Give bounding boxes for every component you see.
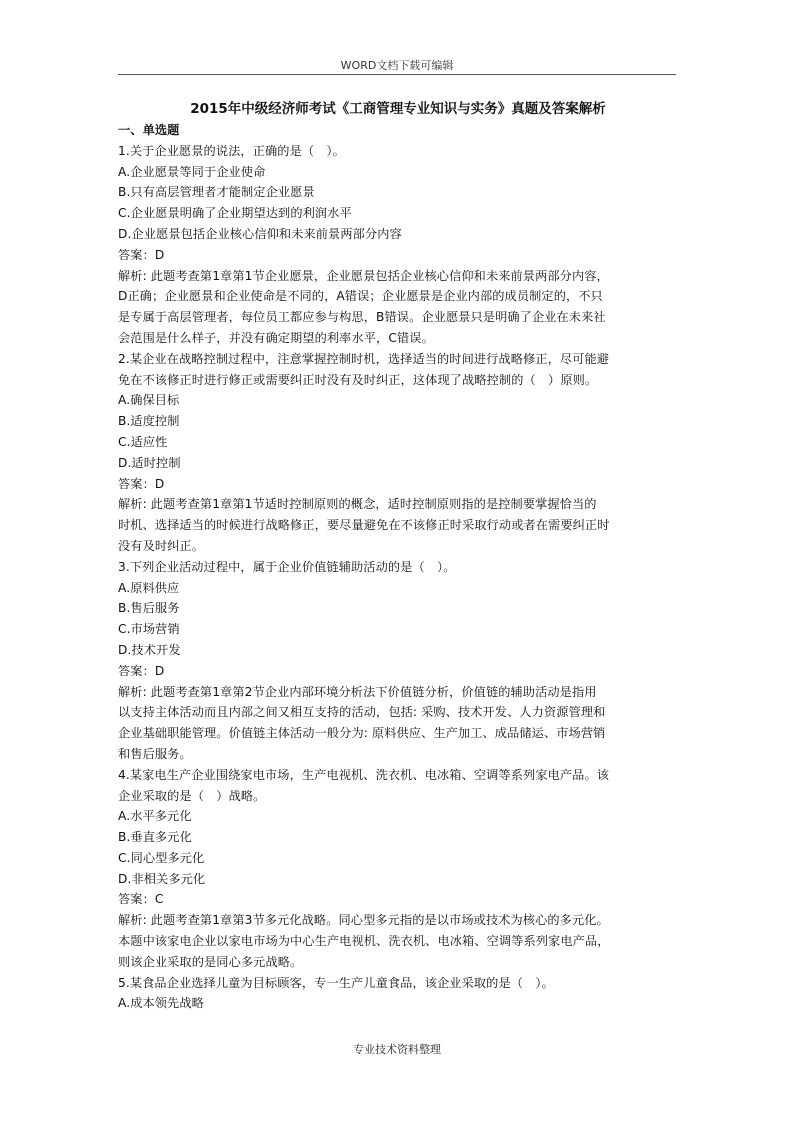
- document-line: 答案：C: [118, 892, 164, 907]
- document-line: 没有及时纠正。: [118, 538, 205, 553]
- document-line: D.适时控制: [118, 455, 181, 470]
- document-line: C.市场营销: [118, 622, 180, 637]
- page-header: WORD文档下载可编辑: [340, 59, 454, 72]
- header-divider: [118, 74, 676, 75]
- document-line: C.适应性: [118, 434, 168, 449]
- document-line: C.企业愿景明确了企业期望达到的利润水平: [118, 206, 352, 221]
- question-list: [118, 141, 678, 1014]
- document-line: B.只有高层管理者才能制定企业愿景: [118, 185, 315, 200]
- document-line: 以支持主体活动而且内部之间又相互支持的活动，包括: 采购、技术开发、人力资源管理和: [118, 705, 606, 720]
- document-line: 和售后服务。: [118, 746, 192, 761]
- document-line: 2.某企业在战略控制过程中，注意掌握控制时机，选择适当的时间进行战略修正，尽可能避: [118, 351, 610, 366]
- document-line: 解析: 此题考查第1章第2节企业内部环境分析法下价值链分析，价值链的辅助活动是指用: [118, 684, 597, 699]
- document-title: 2015年中级经济师考试《工商管理专业知识与实务》真题及答案解析: [190, 101, 606, 117]
- document-line: 4.某家电生产企业围绕家电市场，生产电视机、洗衣机、电冰箱、空调等系列家电产品。该: [118, 767, 610, 782]
- document-line: 会范围是什么样子，并没有确定期望的利率水平，C错误。: [118, 330, 434, 345]
- document-line: 是专属于高层管理者，每位员工都应参与构思，B错误。企业愿景只是明确了企业在未来社: [118, 310, 606, 325]
- document-line: 则该企业采取的是同心多元战略。: [118, 954, 303, 969]
- page-footer: 专业技术资料整理: [353, 1043, 441, 1056]
- document-line: 解析: 此题考查第1章第3节多元化战略。同心型多元指的是以市场或技术为核心的多元化。: [118, 913, 609, 928]
- document-body: [118, 98, 678, 1014]
- document-line: A.原料供应: [118, 580, 180, 595]
- section-heading: 一、单选题: [118, 123, 180, 137]
- document-line: 答案：D: [118, 663, 165, 678]
- document-line: A.水平多元化: [118, 809, 192, 824]
- document-line: 解析: 此题考查第1章第1节适时控制原则的概念，适时控制原则指的是控制要掌握恰当的: [118, 497, 597, 512]
- document-line: A.确保目标: [118, 393, 180, 408]
- document-line: D.非相关多元化: [118, 871, 206, 886]
- document-line: B.售后服务: [118, 601, 180, 616]
- document-line: 1.关于企业愿景的说法，正确的是（ ）。: [118, 143, 345, 158]
- document-line: 解析: 此题考查第1章第1节企业愿景，企业愿景包括企业核心信仰和未来前景两部分内容，: [118, 268, 609, 283]
- document-line: C.同心型多元化: [118, 850, 205, 865]
- document-line: 时机、选择适当的时候进行战略修正，要尽量避免在不该修正时采取行动或者在需要纠正时: [118, 518, 610, 533]
- document-line: 5.某食品企业选择儿童为目标顾客，专一生产儿童食品，该企业采取的是（ ）。: [118, 975, 554, 990]
- document-line: A.成本领先战略: [118, 996, 204, 1011]
- document-line: D.技术开发: [118, 642, 181, 657]
- document-line: 答案：D: [118, 476, 165, 491]
- document-line: 企业采取的是（ ）战略。: [118, 788, 266, 803]
- document-line: D.企业愿景包括企业核心信仰和未来前景两部分内容: [118, 226, 402, 241]
- document-line: 本题中该家电企业以家电市场为中心生产电视机、洗衣机、电冰箱、空调等系列家电产品，: [118, 934, 610, 949]
- document-line: B.垂直多元化: [118, 830, 192, 845]
- document-line: B.适度控制: [118, 414, 180, 429]
- document-line: 3.下列企业活动过程中，属于企业价值链辅助活动的是（ ）。: [118, 559, 456, 574]
- document-line: 答案：D: [118, 247, 165, 262]
- document-line: A.企业愿景等同于企业使命: [118, 164, 266, 179]
- document-line: 免在不该修正时进行修正或需要纠正时没有及时纠正，这体现了战略控制的（ ）原则。: [118, 372, 598, 387]
- document-line: D正确；企业愿景和企业使命是不同的，A错误；企业愿景是企业内部的成员制定的，不只: [118, 289, 603, 304]
- document-line: 企业基础职能管理。价值链主体活动一般分为: 原料供应、生产加工、成品储运、市场营销: [118, 726, 606, 741]
